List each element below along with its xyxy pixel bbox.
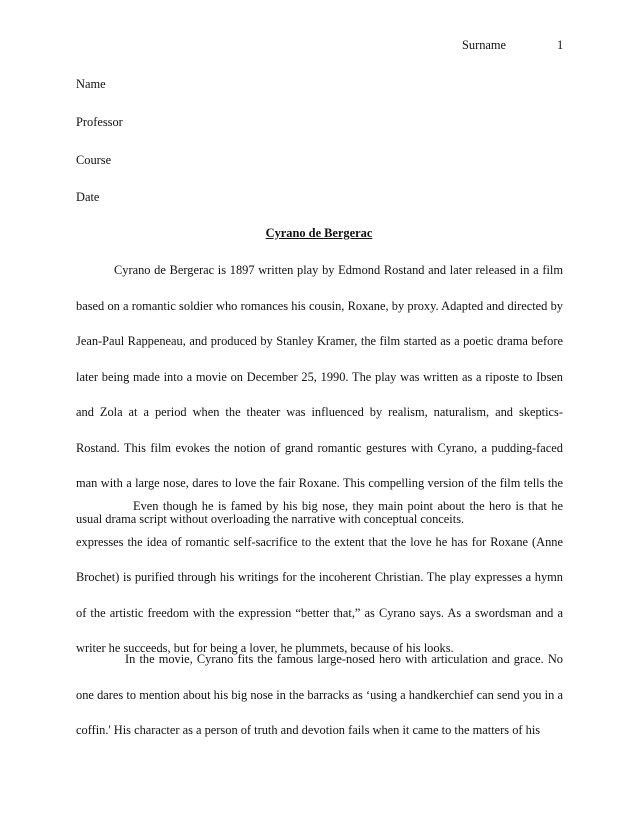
student-name: Name (76, 77, 106, 91)
paragraph-3: In the movie, Cyrano fits the famous large-nosed hero with articulation and grace. No one dares to mention about his big nose in the barracks as ‘using a handkerchief can send you in a coffin.' His character as a person of truth and devotion fails when it came to the matters of his (76, 652, 563, 737)
professor-name: Professor (76, 115, 123, 129)
course-name: Course (76, 153, 112, 167)
paragraph-2: Even though he is famed by his big nose, they main point about the hero is that he expresses the idea of romantic self-sacrifice to the extent that the love he has for Roxane (Anne Brochet) is purified through his writings for the incoherent Christian. The play expresses a hymn of the artistic freedom with the expression “better that,” as Cyrano says. As a swordsman and a writer he succeeds, but for being a lover, he plummets, because of his looks. (76, 499, 563, 655)
date: Date (76, 190, 100, 204)
paragraph-1: Cyrano de Bergerac is 1897 written play by Edmond Rostand and later released in a film based on a romantic soldier who romances his cousin, Roxane, by proxy. Adapted and directed by Jean-Paul Rappeneau, and produced by Stanley Kramer, the film started as a poetic drama before later being made into a movie on December 25, 1990. The play was written as a riposte to Ibsen and Zola at a period when the theater was influenced by realism, naturalism, and skeptics-Rostand. This film evokes the notion of grand romantic gestures with Cyrano, a pudding-faced man with a large nose, dares to love the fair Roxane. This compelling version of the film tells the usual drama script without overloading the narrative with conceptual conceits. (76, 263, 563, 526)
header-page-number: 1 (557, 38, 564, 52)
header-surname: Surname (462, 38, 507, 52)
essay-title: Cyrano de Bergerac (265, 226, 373, 240)
